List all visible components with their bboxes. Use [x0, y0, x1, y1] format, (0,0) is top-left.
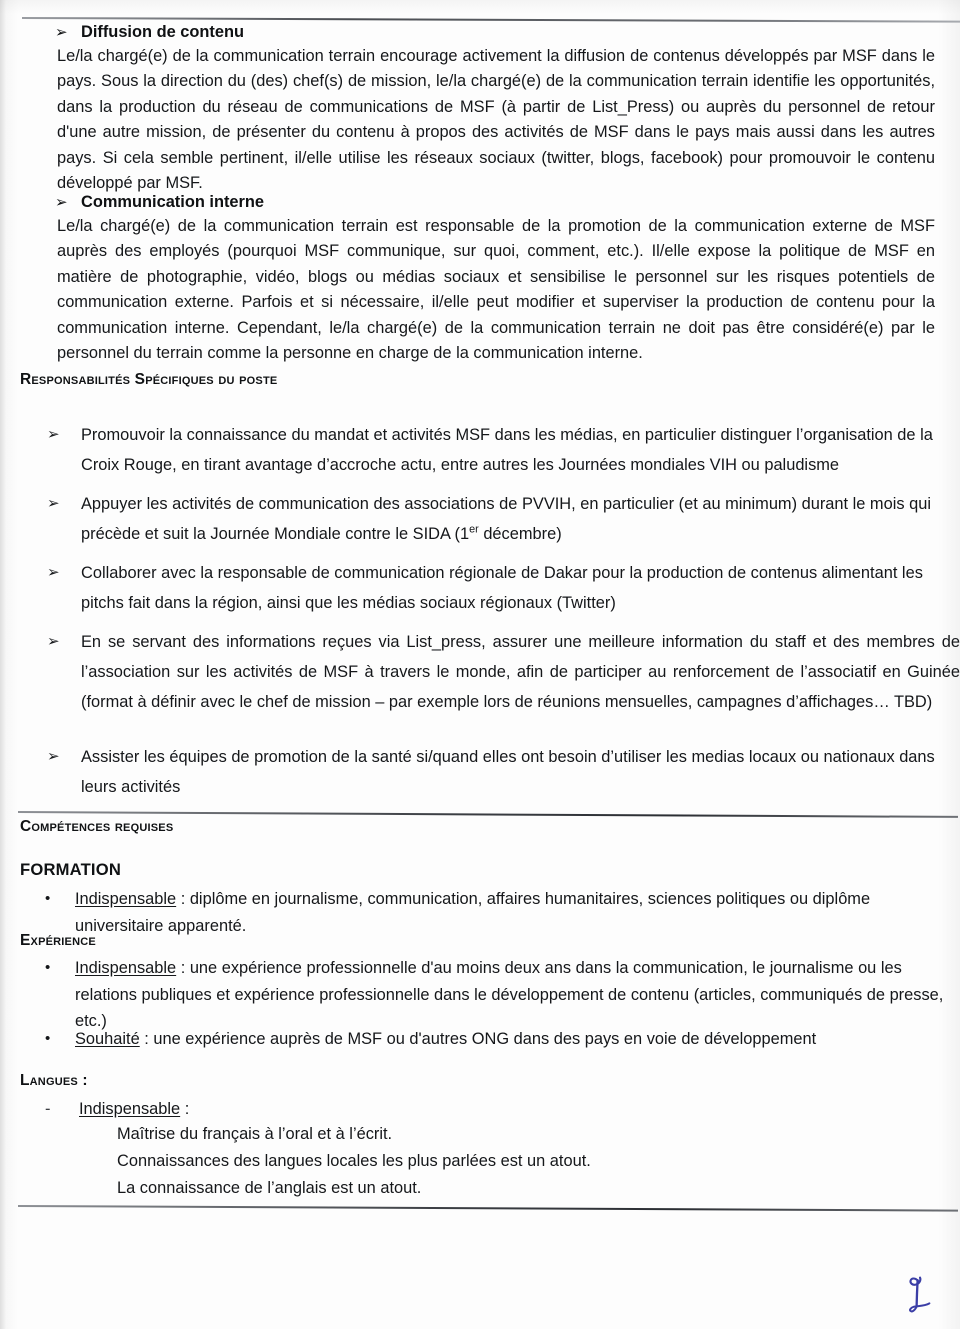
list-item-responsabilite-3: [47, 558, 960, 618]
list-item-text: [75, 886, 960, 939]
dot-bullet-icon: •: [45, 959, 51, 976]
signature-initial-mark: [898, 1272, 938, 1320]
heading-competences-requises: Compétences requises: [20, 818, 174, 835]
heading-responsabilites-specifiques: Responsabilités Spécifiques du poste: [20, 371, 278, 388]
list-item-text-suffix: décembre): [478, 525, 562, 543]
heading-experience: Expérience: [20, 932, 96, 949]
arrow-bullet-icon: ➢: [47, 633, 60, 650]
paragraph-diffusion-body: Le/la chargé(e) de la communication terrain encourage activement la diffusion de contenus développés par MSF dans le pays. Sous la direction du (des) chef(s) de mission, le/la chargé(e) de la communication terrain identifie les opportunités, dans la production du réseau de communications de MSF (à partir de List_Press) ou auprès du personnel de retour d'une autre mission, de présenter du contenu à propos des activités de MSF dans le pays mais aussi dans les autres pays. Si cela semble pertinent, il/elle utilise les réseaux sociaux (twitter, blogs, facebook) pour promouvoir le contenu développé par MSF.: [57, 47, 935, 193]
list-item-label: Indispensable: [79, 1100, 181, 1118]
heading-diffusion-de-contenu: [55, 20, 244, 45]
list-item-body: : diplôme en journalisme, communication, affaires humanitaires, sciences politiques ou diplôme universitaire apparenté.: [75, 890, 871, 935]
paragraph-communication-interne-body: Le/la chargé(e) de la communication terrain est responsable de la promotion de la communication externe de MSF auprès des employés (pourquoi MSF communique, sur quoi, comment, etc.). Il/elle expose la politique de MSF en matière de photographie, vidéo, blogs ou médias sociaux et sensibilise le personnel sur les risques potentiels de communication externe. Parfois et si nécessaire, il/elle peut modifier et superviser la production de contenu pour la communication interne. Cependant, le/la chargé(e) de la communication terrain ne doit pas être considéré(e) par le personnel du terrain comme la personne en charge de la communication interne.: [57, 217, 935, 363]
list-item-text: Collaborer avec la responsable de communication régionale de Dakar pour la production de contenus alimentant les pitchs fait dans la région, ainsi que les médias sociaux régionaux (Twitter): [81, 564, 923, 612]
list-item-text: [79, 1096, 189, 1123]
arrow-bullet-icon: ➢: [55, 24, 68, 41]
list-item-text: [81, 489, 960, 549]
heading-diffusion-label: Diffusion de contenu: [81, 23, 244, 41]
list-item-body: : une expérience professionnelle d'au moins deux ans dans la communication, le journalisme ou les relations publiques et expérience professionnelle dans le développement de contenu (articles, communiqués de presse, etc.): [75, 959, 944, 1030]
list-item-responsabilite-1: [47, 420, 960, 480]
list-item-text: Promouvoir la connaissance du mandat et activités MSF dans les médias, en particulier distinguer l’organisation de la Croix Rouge, en tirant avantage d’accroche actu, entre autres les Journées mondiales VIH ou paludisme: [81, 426, 933, 474]
list-item-label-suffix: :: [180, 1100, 190, 1118]
arrow-bullet-icon: ➢: [55, 194, 68, 211]
list-item-text: En se servant des informations reçues via List_press, assurer une meilleure information du staff et des membres de l’association sur les activités de MSF à travers le monde, afin de participer au renforcement de l’associatif en Guinée (format à définir avec le chef de mission – par exemple lors de réunions mensuelles, campagnes d’affichages… TBD): [81, 633, 960, 711]
heading-communication-interne: [55, 190, 264, 215]
list-item-formation-1: [45, 886, 960, 939]
signature-ink-icon: [898, 1272, 938, 1320]
list-item-responsabilite-4: [47, 627, 960, 717]
list-item-langues-indispensable: [45, 1096, 960, 1123]
dot-bullet-icon: •: [45, 1030, 51, 1047]
heading-langues: Langues :: [20, 1072, 88, 1089]
list-item-label: Souhaité: [75, 1030, 140, 1048]
heading-formation: FORMATION: [20, 860, 122, 879]
list-item-text-prefix: Appuyer les activités de communication des associations de PVVIH, en particulier (et au minimum) durant le mois qui précède et suit la Journée Mondiale contre le SIDA (1: [81, 495, 931, 543]
dash-bullet-icon: -: [45, 1100, 51, 1118]
list-item-text: Assister les équipes de promotion de la santé si/quand elles ont besoin d’utiliser les medias locaux ou nationaux dans leurs activités: [81, 748, 935, 796]
list-item-label: Indispensable: [75, 959, 177, 977]
arrow-bullet-icon: ➢: [47, 564, 60, 581]
langues-line-3: La connaissance de l’anglais est un atout.: [117, 1179, 422, 1197]
list-item-label: Indispensable: [75, 890, 177, 908]
langues-line-1: Maîtrise du français à l’oral et à l’écrit.: [117, 1125, 393, 1143]
list-item-experience-1: [45, 955, 960, 1035]
list-item-text: [75, 955, 960, 1035]
list-item-body: : une expérience auprès de MSF ou d'autres ONG dans des pays en voie de développement: [139, 1030, 817, 1048]
competences-divider-rule: [18, 811, 958, 818]
langues-line-2: Connaissances des langues locales les plus parlées est un atout.: [117, 1152, 591, 1170]
list-item-text: [75, 1026, 960, 1053]
dot-bullet-icon: •: [45, 890, 51, 907]
arrow-bullet-icon: ➢: [47, 426, 60, 443]
arrow-bullet-icon: ➢: [47, 495, 60, 512]
heading-communication-interne-label: Communication interne: [81, 193, 265, 211]
list-item-responsabilite-5: [47, 742, 960, 802]
arrow-bullet-icon: ➢: [47, 748, 60, 765]
ordinal-superscript: er: [469, 523, 479, 536]
list-item-responsabilite-2: [47, 489, 960, 549]
bottom-divider-rule: [18, 1205, 958, 1212]
list-item-experience-2: [45, 1026, 960, 1053]
